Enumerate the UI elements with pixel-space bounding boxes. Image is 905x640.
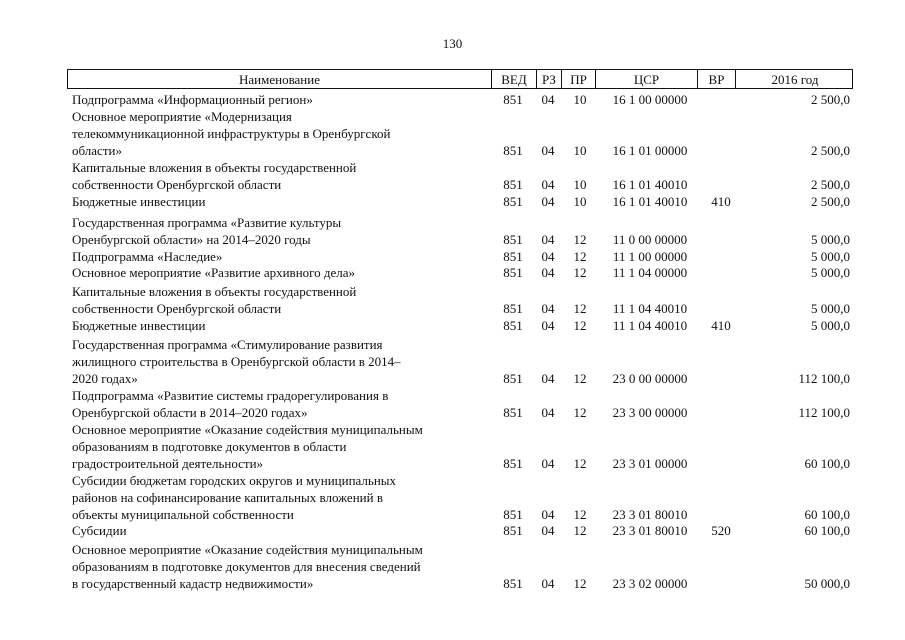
row-rz: 04 — [541, 318, 555, 333]
row-pr: 12 — [573, 232, 587, 247]
row-name: Подпрограмма «Информационный регион» — [72, 92, 313, 107]
row-pr: 10 — [573, 92, 587, 107]
row-rz: 04 — [541, 92, 555, 107]
row-rz: 04 — [541, 576, 555, 591]
row-csr: 23 3 02 00000 — [612, 576, 688, 591]
row-amount: 5 000,0 — [811, 232, 850, 247]
row-name: Бюджетные инвестиции — [72, 194, 206, 209]
row-csr: 23 3 01 00000 — [612, 456, 688, 471]
row-amount: 2 500,0 — [811, 177, 850, 192]
row-ved: 851 — [503, 265, 523, 280]
table-row — [0, 522, 905, 539]
row-amount: 2 500,0 — [811, 194, 850, 209]
table-row — [0, 472, 905, 523]
row-name: Государственная программа «Развитие культуры Оренбургской области» на 2014–2020 годы — [72, 215, 342, 247]
column-header-name: Наименование — [68, 70, 492, 88]
table-row — [0, 214, 905, 248]
row-ved: 851 — [503, 371, 523, 386]
row-amount: 2 500,0 — [811, 92, 850, 107]
row-name: Капитальные вложения в объекты государственной собственности Оренбургской области — [72, 284, 357, 316]
column-header-csr: ЦСР — [596, 70, 698, 88]
row-pr: 12 — [573, 507, 587, 522]
row-pr: 12 — [573, 405, 587, 420]
row-name: Основное мероприятие «Развитие архивного дела» — [72, 265, 356, 280]
row-csr: 16 1 01 40010 — [612, 194, 688, 209]
row-amount: 5 000,0 — [811, 301, 850, 316]
row-ved: 851 — [503, 232, 523, 247]
column-header-pr: ПР — [562, 70, 596, 88]
table-row — [0, 193, 905, 210]
row-name: Подпрограмма «Наследие» — [72, 249, 223, 264]
row-pr: 12 — [573, 371, 587, 386]
row-ved: 851 — [503, 143, 523, 158]
row-csr: 11 0 00 00000 — [612, 232, 688, 247]
row-pr: 12 — [573, 301, 587, 316]
row-amount: 60 100,0 — [804, 523, 850, 538]
table-row — [0, 283, 905, 317]
row-name: Подпрограмма «Развитие системы градорегулирования в Оренбургской области в 2014–2020 годах» — [72, 388, 389, 420]
table-row — [0, 91, 905, 108]
row-pr: 10 — [573, 177, 587, 192]
row-pr: 12 — [573, 249, 587, 264]
row-amount: 2 500,0 — [811, 143, 850, 158]
row-rz: 04 — [541, 301, 555, 316]
table-row — [0, 421, 905, 472]
table-row — [0, 387, 905, 421]
row-ved: 851 — [503, 318, 523, 333]
row-csr: 11 1 00 00000 — [612, 249, 688, 264]
row-csr: 23 3 00 00000 — [612, 405, 688, 420]
row-ved: 851 — [503, 92, 523, 107]
row-amount: 5 000,0 — [811, 318, 850, 333]
row-amount: 112 100,0 — [798, 405, 850, 420]
row-amount: 112 100,0 — [798, 371, 850, 386]
row-pr: 10 — [573, 194, 587, 209]
column-header-ved: ВЕД — [492, 70, 537, 88]
row-rz: 04 — [541, 143, 555, 158]
row-name: Основное мероприятие «Модернизация телекоммуникационной инфраструктуры в Оренбургской области» — [72, 109, 391, 158]
row-pr: 12 — [573, 265, 587, 280]
table-row — [0, 317, 905, 334]
page-number: 130 — [442, 36, 463, 51]
row-rz: 04 — [541, 507, 555, 522]
row-name: Бюджетные инвестиции — [72, 318, 206, 333]
row-name: Субсидии — [72, 523, 127, 538]
table-header — [67, 69, 853, 89]
row-ved: 851 — [503, 405, 523, 420]
row-pr: 12 — [573, 456, 587, 471]
row-amount: 5 000,0 — [811, 265, 850, 280]
column-header-vr: ВР — [698, 70, 736, 88]
row-vr: 520 — [711, 523, 731, 538]
row-csr: 11 1 04 40010 — [612, 318, 688, 333]
row-csr: 11 1 04 00000 — [612, 265, 688, 280]
table-row — [0, 248, 905, 265]
row-rz: 04 — [541, 249, 555, 264]
table-row — [0, 541, 905, 592]
row-ved: 851 — [503, 301, 523, 316]
row-ved: 851 — [503, 576, 523, 591]
row-rz: 04 — [541, 523, 555, 538]
row-csr: 23 3 01 80010 — [612, 507, 688, 522]
row-csr: 23 0 00 00000 — [612, 371, 688, 386]
row-csr: 16 1 01 40010 — [612, 177, 688, 192]
row-rz: 04 — [541, 265, 555, 280]
table-row — [0, 108, 905, 159]
row-amount: 60 100,0 — [804, 456, 850, 471]
row-name: Субсидии бюджетам городских округов и муниципальных районов на софинансирование капитальных вложений в объекты муниципальной собственности — [72, 473, 397, 522]
row-ved: 851 — [503, 194, 523, 209]
row-name: Капитальные вложения в объекты государственной собственности Оренбургской области — [72, 160, 357, 192]
row-name: Основное мероприятие «Оказание содействия муниципальным образованиям в подготовке документов в области градостроительной деятельности» — [72, 422, 423, 471]
column-header-year: 2016 год — [771, 72, 819, 87]
table-row — [0, 264, 905, 281]
row-csr: 11 1 04 40010 — [612, 301, 688, 316]
row-pr: 10 — [573, 143, 587, 158]
table-row — [0, 336, 905, 387]
row-ved: 851 — [503, 177, 523, 192]
row-ved: 851 — [503, 507, 523, 522]
row-rz: 04 — [541, 232, 555, 247]
row-vr: 410 — [711, 194, 731, 209]
row-vr: 410 — [711, 318, 731, 333]
column-header-rz: РЗ — [537, 70, 562, 88]
row-name: Государственная программа «Стимулирование развития жилищного строительства в Оренбургской области в 2014– 2020 годах» — [72, 337, 401, 386]
row-name: Основное мероприятие «Оказание содействия муниципальным образованиям в подготовке документов для внесения сведений в государственный кадастр недвижимости» — [72, 542, 423, 591]
row-pr: 12 — [573, 523, 587, 538]
row-pr: 12 — [573, 318, 587, 333]
row-ved: 851 — [503, 523, 523, 538]
row-csr: 23 3 01 80010 — [612, 523, 688, 538]
row-pr: 12 — [573, 576, 587, 591]
row-rz: 04 — [541, 177, 555, 192]
row-csr: 16 1 01 00000 — [612, 143, 688, 158]
row-amount: 50 000,0 — [804, 576, 850, 591]
row-ved: 851 — [503, 249, 523, 264]
row-ved: 851 — [503, 456, 523, 471]
row-amount: 5 000,0 — [811, 249, 850, 264]
row-rz: 04 — [541, 371, 555, 386]
table-row — [0, 159, 905, 193]
row-rz: 04 — [541, 405, 555, 420]
row-amount: 60 100,0 — [804, 507, 850, 522]
row-rz: 04 — [541, 194, 555, 209]
row-rz: 04 — [541, 456, 555, 471]
row-csr: 16 1 00 00000 — [612, 92, 688, 107]
